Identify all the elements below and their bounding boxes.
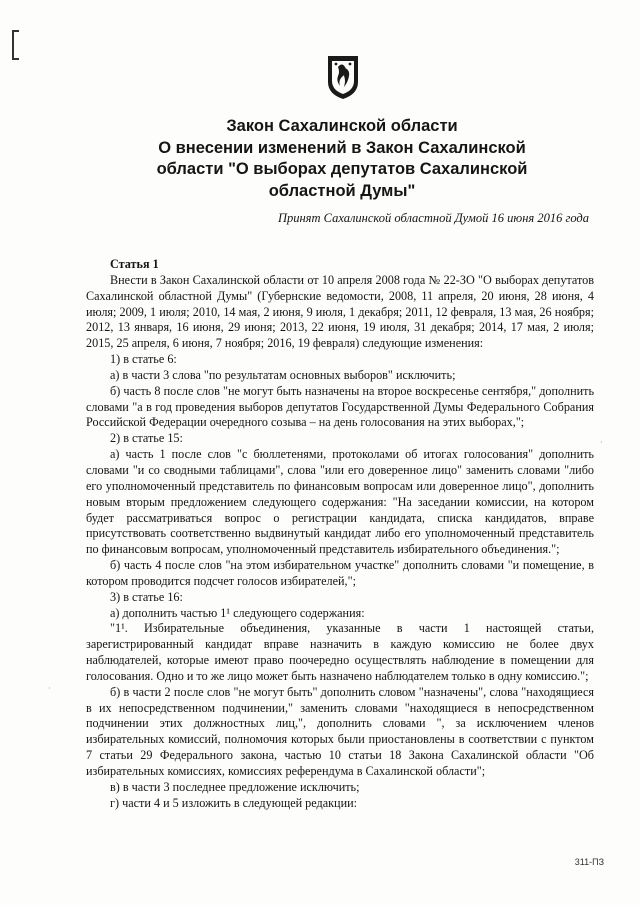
scan-speck: ·	[600, 438, 603, 447]
adoption-note: Принят Сахалинской областной Думой 16 июня 2016 года	[277, 211, 589, 225]
paragraph: 1) в статье 6:	[110, 352, 177, 367]
paragraph: г) части 4 и 5 изложить в следующей редакции:	[110, 795, 358, 810]
scan-speck: ·	[48, 684, 51, 693]
paragraph: 3) в статье 16:	[110, 589, 183, 604]
coat-of-arms-icon	[326, 54, 360, 100]
paragraph: "1¹. Избирательные объединения, указанные в части 1 настоящей статьи, зарегистрированный кандидат вправе назначить в каждую комиссию не более двух наблюдателей, которые имеют право поочередно осуществлять наблюдение в помещении для голосования. Одно и то же лицо может быть назначено наблюдателем только в одну комиссию.";	[86, 621, 594, 683]
law-body	[86, 257, 594, 812]
paragraph: б) часть 8 после слов "не могут быть назначены на второе воскресенье сентября," дополнить словами "а в год проведения выборов депутатов Государственной Думы Федерального Собрания Российской Федерации очередного созыва – на день голосования на этих выборах,";	[86, 383, 594, 430]
paragraph: а) часть 1 после слов "с бюллетенями, протоколами об итогах голосования" дополнить словами "и со сводными таблицами", слова "или его доверенное лицо" заменить словами "либо его уполномоченный представитель по финансовым вопросам или доверенное лицо", дополнить новым вторым предложением следующего содержания: "На заседании комиссии, на котором будет рассматриваться вопрос о регистрации кандидата, списка кандидатов, вправе присутствовать соответственно выдвинутый кандидат либо его уполномоченный представитель по финансовым вопросам, уполномоченный представитель избирательного объединения.";	[86, 447, 594, 557]
law-title-line: О внесении изменений в Закон Сахалинской	[158, 138, 526, 157]
law-title-line: области "О выборах депутатов Сахалинской	[156, 160, 528, 178]
scan-corner-mark	[12, 30, 19, 60]
law-title-line: областной Думы"	[268, 181, 416, 200]
paragraph: 2) в статье 15:	[110, 431, 183, 446]
paragraph: а) в части 3 слова "по результатам основных выборов" исключить;	[110, 367, 456, 382]
paragraph: б) часть 4 после слов "на этом избирательном участке" дополнить словами "и помещение, в котором проводится подсчет голосов избирателей,";	[86, 558, 594, 588]
paragraph: б) в части 2 после слов "не могут быть" дополнить словом "назначены", слова "находящиеся в их непосредственном подчинении," заменить словами "находящиеся в непосредственном подчинении этих должностных лиц,", дополнить словами ", за исключением членов избирательных комиссий, полномочия которых были приостановлены в соответствии с пунктом 7 статьи 29 Федерального закона, частью 10 статьи 18 Закона Сахалинской области "Об избирательных комиссиях, комиссиях референдума в Сахалинской области";	[86, 684, 594, 778]
paragraph: Внести в Закон Сахалинской области от 10 апреля 2008 года № 22-ЗО "О выборах депутатов Сахалинской областной Думы" (Губернские ведомости, 2008, 11 апреля, 20 июня, 28 июня, 4 июля; 2009, 1 июля; 2010, 14 мая, 2 июня, 9 июля, 1 декабря; 2011, 12 февраля, 13 мая, 26 ноября; 2012, 13 января, 16 июня, 29 июня; 2013, 22 июня, 19 июля, 31 декабря; 2014, 17 мая, 2 июля; 2015, 25 апреля, 6 июня, 7 ноября; 2016, 19 февраля) следующие изменения:	[86, 272, 594, 351]
document-code: 311-ПЗ	[574, 857, 604, 867]
law-title	[150, 116, 534, 202]
article-heading: Статья 1	[110, 257, 159, 271]
law-title-line: Закон Сахалинской области	[226, 117, 458, 135]
paragraph: в) в части 3 последнее предложение исключить;	[110, 779, 360, 794]
paragraph: а) дополнить частью 1¹ следующего содержания:	[110, 605, 365, 620]
